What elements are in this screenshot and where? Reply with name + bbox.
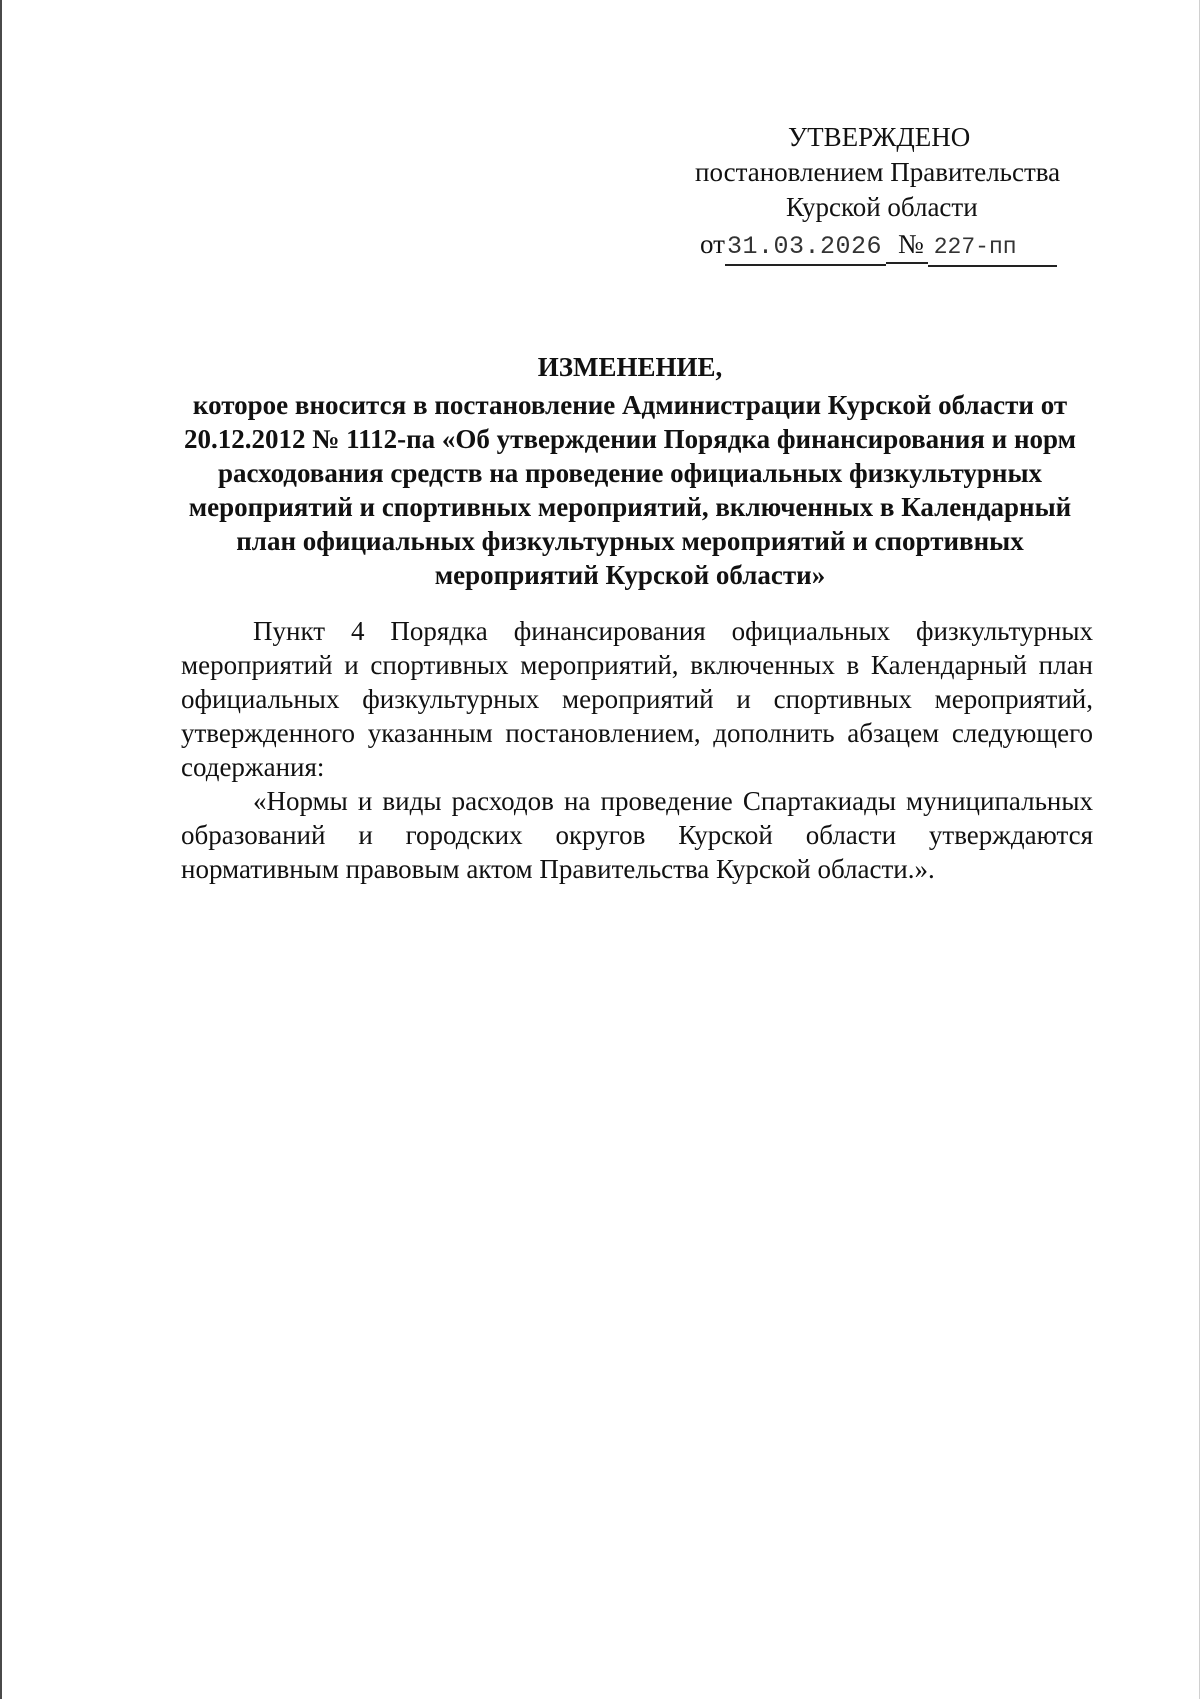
document-body [181,614,1093,886]
approval-authority: постановлением Правительства [695,157,1061,187]
approval-stamp [690,120,1090,267]
body-paragraph-1: Пункт 4 Порядка финансирования официальных физкультурных мероприятий и спортивных мероприятий, включенных в Календарный план официальных физкультурных мероприятий и спортивных мероприятий, утвержденного указанным постановлением, дополнить абзацем следующего содержания: [181,616,1093,782]
approval-number: 227-пп [928,230,1057,267]
approval-date-prefix: от [700,229,725,259]
approval-title: УТВЕРЖДЕНО [788,122,971,152]
body-paragraph-2: «Нормы и виды расходов на проведение Спартакиады муниципальных образований и городских округов Курской области утверждаются нормативным правовым актом Правительства Курской области.». [181,786,1093,884]
document-title: ИЗМЕНЕНИЕ, [537,352,723,382]
approval-date: 31.03.2026 [725,229,886,266]
approval-region: Курской области [786,192,978,222]
scan-edge-left [0,0,2,1699]
approval-number-label: № [886,227,928,264]
document-subtitle: которое вносится в постановление Администрации Курской области от 20.12.2012 № 1112-па «Об утверждении Порядка финансирования и норм расходования средств на проведение официальных физкультурных мероприятий и спортивных мероприятий, включенных в Календарный план официальных физкультурных мероприятий и спортивных мероприятий Курской области» [183,390,1076,590]
approval-date-number-line [690,227,1090,267]
document-heading [170,350,1090,592]
